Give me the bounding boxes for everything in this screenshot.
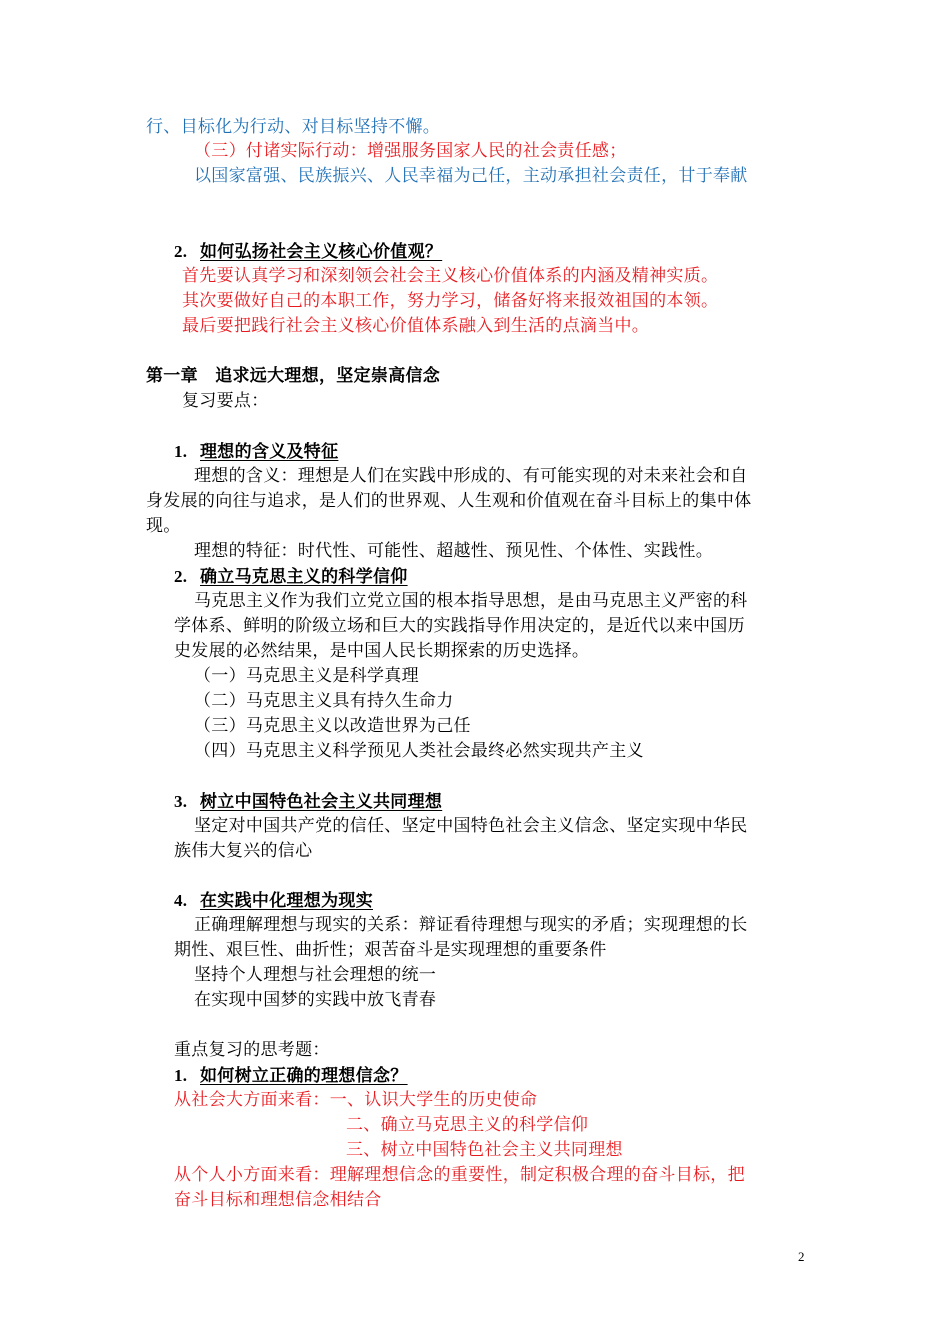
question-title: 如何弘扬社会主义核心价值观？ — [200, 242, 443, 262]
section-heading — [174, 439, 338, 465]
text-line: （三）付诸实际行动：增强服务国家人民的社会责任感； — [194, 141, 627, 161]
section-heading — [174, 564, 408, 590]
answer-line: 三、树立中国特色社会主义共同理想 — [346, 1140, 623, 1160]
page-number: 2 — [798, 1249, 805, 1264]
paragraph-line: 正确理解理想与现实的关系：辩证看待理想与现实的矛盾；实现理想的长 — [194, 915, 748, 935]
question-number: 2. — [174, 242, 188, 261]
section-title: 确立马克思主义的科学信仰 — [200, 567, 408, 587]
text-line: 行、目标化为行动、对目标坚持不懈。 — [146, 117, 441, 137]
section-number: 3. — [174, 792, 188, 811]
answer-line: 最后要把践行社会主义核心价值体系融入到生活的点滴当中。 — [182, 316, 650, 336]
paragraph-line: 坚持个人理想与社会理想的统一 — [194, 965, 437, 985]
paragraph-line: 在实现中国梦的实践中放飞青春 — [194, 990, 437, 1010]
question-heading — [174, 239, 442, 265]
section-title: 在实践中化理想为现实 — [200, 891, 373, 911]
paragraph-line: 坚定对中国共产党的信任、坚定中国特色社会主义信念、坚定实现中华民 — [194, 816, 748, 836]
paragraph-line: 现。 — [146, 516, 181, 536]
section-title: 树立中国特色社会主义共同理想 — [200, 792, 443, 812]
section-title: 理想的含义及特征 — [200, 442, 339, 462]
chapter-title: 第一章 追求远大理想，坚定崇高信念 — [146, 366, 441, 386]
section-number: 1. — [174, 442, 188, 461]
section-number: 2. — [174, 567, 188, 586]
paragraph-line: 族伟大复兴的信心 — [174, 841, 313, 861]
answer-line: 首先要认真学习和深刻领会社会主义核心价值体系的内涵及精神实质。 — [182, 266, 719, 286]
paragraph-line: 史发展的必然结果，是中国人民长期探索的历史选择。 — [174, 641, 590, 661]
paragraph-line: 期性、艰巨性、曲折性；艰苦奋斗是实现理想的重要条件 — [174, 940, 607, 960]
review-questions-label: 重点复习的思考题： — [174, 1040, 330, 1060]
text-line: 以国家富强、民族振兴、人民幸福为己任，主动承担社会责任，甘于奉献 — [194, 166, 748, 186]
answer-line: 奋斗目标和理想信念相结合 — [174, 1190, 382, 1210]
paragraph-line: 理想的含义：理想是人们在实践中形成的、有可能实现的对未来社会和自 — [194, 466, 748, 486]
paragraph-line: 学体系、鲜明的阶级立场和巨大的实践指导作用决定的，是近代以来中国历 — [174, 616, 745, 636]
list-item: （四）马克思主义科学预见人类社会最终必然实现共产主义 — [194, 741, 644, 761]
paragraph-line: 马克思主义作为我们立党立国的根本指导思想，是由马克思主义严密的科 — [194, 591, 748, 611]
list-item: （二）马克思主义具有持久生命力 — [194, 691, 454, 711]
section-heading — [174, 888, 373, 914]
paragraph-line: 理想的特征：时代性、可能性、超越性、预见性、个体性、实践性。 — [194, 541, 713, 561]
review-label: 复习要点： — [182, 391, 269, 411]
answer-line: 从社会大方面来看：一、认识大学生的历史使命 — [174, 1090, 538, 1110]
answer-line: 其次要做好自己的本职工作，努力学习，储备好将来报效祖国的本领。 — [182, 291, 719, 311]
list-item: （三）马克思主义以改造世界为己任 — [194, 716, 471, 736]
list-item: （一）马克思主义是科学真理 — [194, 666, 419, 686]
question-number: 1. — [174, 1066, 188, 1085]
question-title: 如何树立正确的理想信念？ — [200, 1066, 408, 1086]
answer-line: 从个人小方面来看：理解理想信念的重要性，制定积极合理的奋斗目标，把 — [174, 1165, 745, 1185]
section-heading — [174, 789, 442, 815]
section-number: 4. — [174, 891, 188, 910]
question-heading — [174, 1063, 408, 1089]
paragraph-line: 身发展的向往与追求，是人们的世界观、人生观和价值观在奋斗目标上的集中体 — [146, 491, 752, 511]
answer-line: 二、确立马克思主义的科学信仰 — [346, 1115, 589, 1135]
